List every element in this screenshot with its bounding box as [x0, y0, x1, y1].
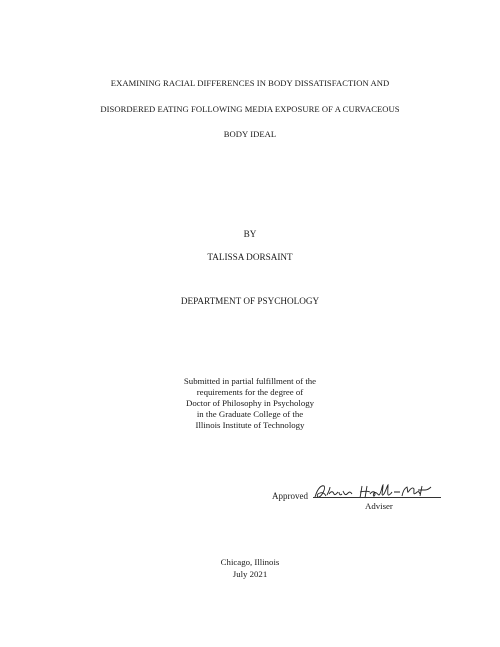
submission-line-2: requirements for the degree of — [196, 387, 304, 397]
title-line-1: EXAMINING RACIAL DIFFERENCES IN BODY DISSATISFACTION AND — [110, 78, 390, 88]
signature-line — [313, 497, 441, 498]
approval-block — [272, 482, 447, 512]
date: July 2021 — [232, 569, 268, 579]
title-line-3: BODY IDEAL — [223, 129, 277, 139]
submission-line-4: in the Graduate College of the — [196, 409, 304, 419]
by-label: BY — [243, 229, 257, 239]
approved-label: Approved — [272, 491, 308, 501]
adviser-signature — [312, 482, 437, 502]
location: Chicago, Illinois — [220, 557, 280, 567]
submission-line-1: Submitted in partial fulfillment of the — [183, 376, 317, 386]
adviser-label: Adviser — [365, 501, 393, 511]
submission-line-5: Illinois Institute of Technology — [195, 420, 305, 430]
author-name: TALISSA DORSAINT — [207, 252, 293, 262]
title-line-2: DISORDERED EATING FOLLOWING MEDIA EXPOSURE OF A CURVACEOUS — [100, 104, 400, 114]
department: DEPARTMENT OF PSYCHOLOGY — [180, 296, 320, 306]
submission-line-3: Doctor of Philosophy in Psychology — [185, 398, 315, 408]
